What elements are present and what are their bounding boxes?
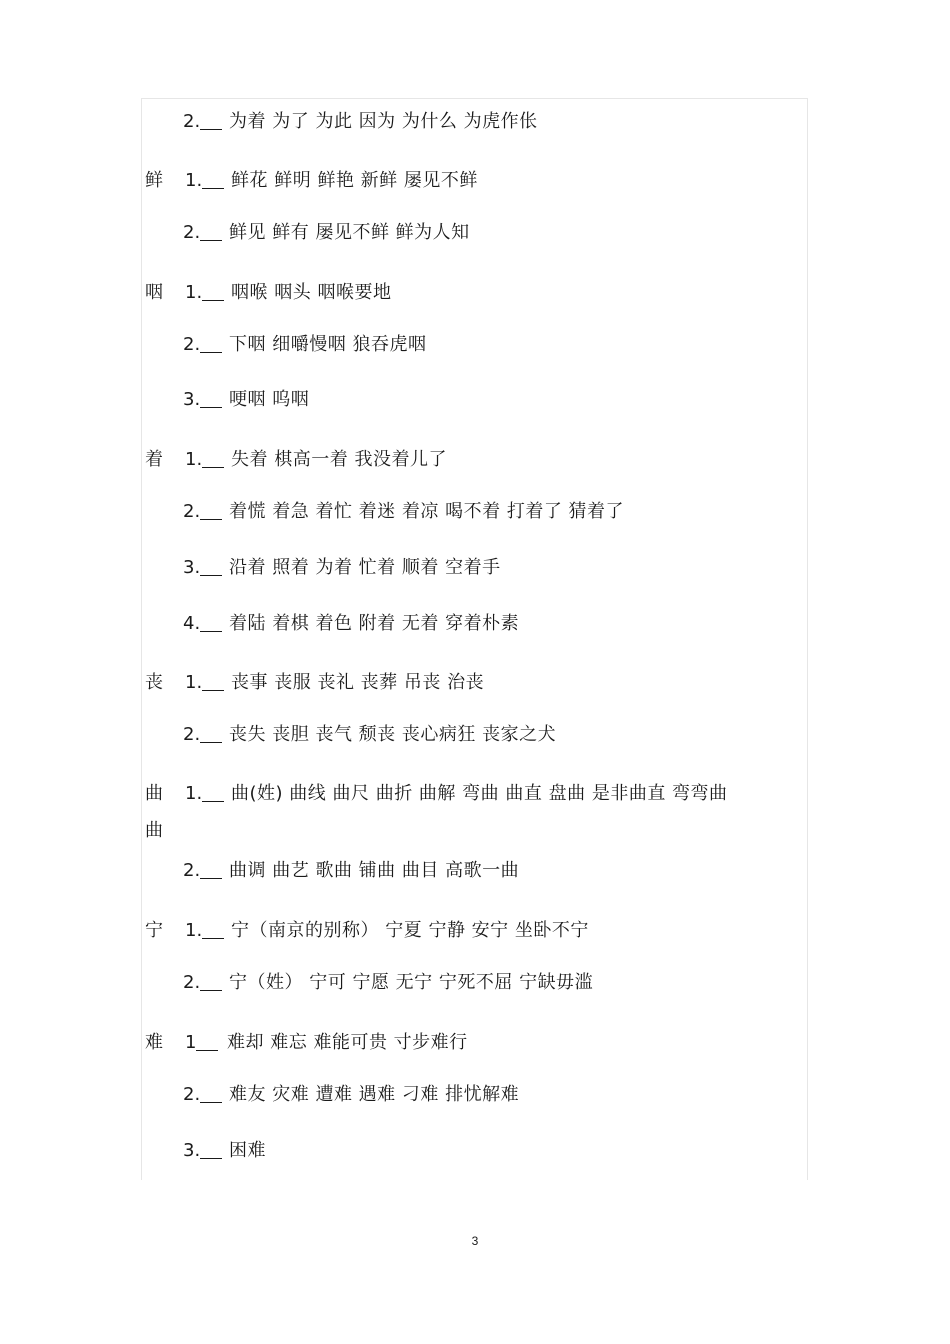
answer-blank xyxy=(202,440,224,468)
entry-line xyxy=(0,331,950,359)
answer-blank xyxy=(202,911,224,939)
entry-line xyxy=(0,721,950,749)
example-words: 下咽 细嚼慢咽 狼吞虎咽 xyxy=(229,334,427,355)
example-words: 宁（姓） 宁可 宁愿 无宁 宁死不屈 宁缺毋滥 xyxy=(229,972,594,993)
example-words: 丧失 丧胆 丧气 颓丧 丧心病狂 丧家之犬 xyxy=(229,724,557,745)
meaning-number: 2. xyxy=(183,334,201,355)
example-words: 沿着 照着 为着 忙着 顺着 空着手 xyxy=(229,557,501,578)
answer-blank xyxy=(200,213,222,241)
page-number: 3 xyxy=(471,1234,479,1248)
entry-line xyxy=(0,669,950,697)
entry-line xyxy=(0,167,950,195)
example-words: 鲜花 鲜明 鲜艳 新鲜 屡见不鲜 xyxy=(231,170,478,191)
answer-blank xyxy=(200,851,222,879)
entry-line xyxy=(0,1029,950,1057)
meaning-number: 2. xyxy=(183,1084,201,1105)
example-words: 难友 灾难 遭难 遇难 刁难 排忧解难 xyxy=(229,1084,520,1105)
entry-character: 曲 xyxy=(145,783,163,804)
meaning-number: 4. xyxy=(183,613,201,634)
meaning-number: 1. xyxy=(185,170,203,191)
answer-blank xyxy=(200,492,222,520)
entry-line xyxy=(0,969,950,997)
entry-line xyxy=(0,857,950,885)
meaning-number: 3. xyxy=(183,557,201,578)
meaning-number: 1. xyxy=(185,783,203,804)
answer-blank xyxy=(200,715,222,743)
answer-blank xyxy=(202,273,224,301)
example-words: 丧事 丧服 丧礼 丧葬 吊丧 治丧 xyxy=(231,672,485,693)
entry-character: 咽 xyxy=(145,282,163,303)
example-words: 哽咽 呜咽 xyxy=(229,389,310,410)
entry-line xyxy=(0,386,950,414)
meaning-number: 3. xyxy=(183,1140,201,1161)
answer-blank xyxy=(200,548,222,576)
answer-blank xyxy=(200,1075,222,1103)
meaning-number: 1. xyxy=(185,920,203,941)
entry-line xyxy=(0,1137,950,1165)
example-words: 失着 棋高一着 我没着儿了 xyxy=(231,449,447,470)
meaning-number: 2. xyxy=(183,860,201,881)
entry-line xyxy=(0,219,950,247)
example-words: 鲜见 鲜有 屡见不鲜 鲜为人知 xyxy=(229,222,470,243)
meaning-number: 2. xyxy=(183,501,201,522)
example-words: 着慌 着急 着忙 着迷 着凉 喝不着 打着了 猜着了 xyxy=(229,501,625,522)
answer-blank xyxy=(200,604,222,632)
entry-line xyxy=(0,498,950,526)
answer-blank xyxy=(202,161,224,189)
entry-line xyxy=(0,610,950,638)
example-words: 曲调 曲艺 歌曲 铺曲 曲目 高歌一曲 xyxy=(229,860,520,881)
entry-line xyxy=(0,446,950,474)
entry-character: 曲 xyxy=(145,820,163,841)
meaning-number: 2. xyxy=(183,222,201,243)
example-words: 咽喉 咽头 咽喉要地 xyxy=(231,282,392,303)
example-words: 困难 xyxy=(229,1140,266,1161)
entry-character: 难 xyxy=(145,1032,163,1053)
entry-line xyxy=(0,279,950,307)
meaning-number: 1 xyxy=(185,1032,197,1053)
answer-blank xyxy=(202,663,224,691)
entry-character: 鲜 xyxy=(145,170,163,191)
example-words: 宁（南京的别称） 宁夏 宁静 安宁 坐卧不宁 xyxy=(231,920,589,941)
answer-blank xyxy=(200,963,222,991)
entry-character: 宁 xyxy=(145,920,163,941)
answer-blank xyxy=(202,774,224,802)
entry-character: 丧 xyxy=(145,672,163,693)
meaning-number: 2. xyxy=(183,111,201,132)
meaning-number: 2. xyxy=(183,724,201,745)
meaning-number: 1. xyxy=(185,672,203,693)
entry-line xyxy=(0,1081,950,1109)
entry-line xyxy=(0,554,950,582)
page-frame xyxy=(141,98,808,1180)
entry-line xyxy=(0,817,950,845)
entry-line xyxy=(0,108,950,136)
meaning-number: 1. xyxy=(185,449,203,470)
answer-blank xyxy=(200,102,222,130)
entry-character: 着 xyxy=(145,449,163,470)
meaning-number: 1. xyxy=(185,282,203,303)
entry-line xyxy=(0,780,950,808)
example-words: 着陆 着棋 着色 附着 无着 穿着朴素 xyxy=(229,613,520,634)
entry-line xyxy=(0,917,950,945)
meaning-number: 3. xyxy=(183,389,201,410)
meaning-number: 2. xyxy=(183,972,201,993)
answer-blank xyxy=(200,325,222,353)
answer-blank xyxy=(196,1023,218,1051)
example-words: 为着 为了 为此 因为 为什么 为虎作伥 xyxy=(229,111,538,132)
answer-blank xyxy=(200,380,222,408)
answer-blank xyxy=(200,1131,222,1159)
example-words: 难却 难忘 难能可贵 寸步难行 xyxy=(227,1032,468,1053)
example-words: 曲(姓) 曲线 曲尺 曲折 曲解 弯曲 曲直 盘曲 是非曲直 弯弯曲 xyxy=(231,783,728,804)
